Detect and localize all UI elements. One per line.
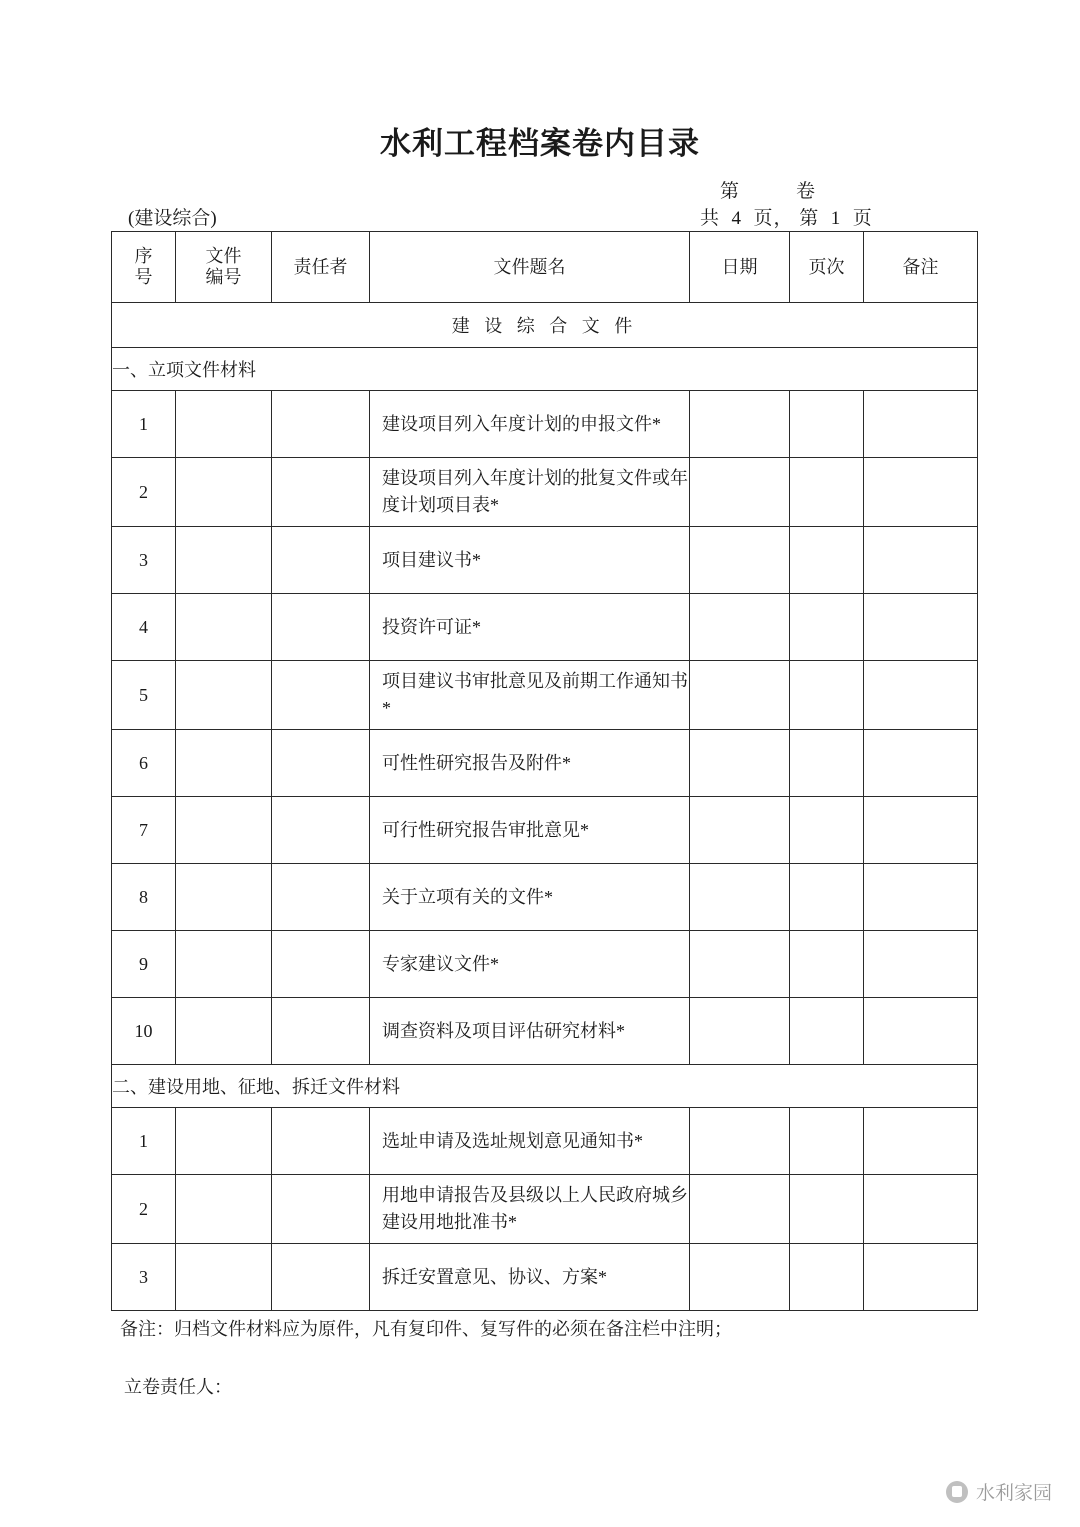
volume-prefix: 第: [720, 181, 741, 202]
signature-label: 立卷责任人：: [124, 1377, 232, 1397]
row-seq: 2: [112, 1175, 176, 1244]
row-responsible: [272, 458, 370, 527]
row-docnum: [176, 864, 272, 931]
inventory-table: [111, 231, 978, 1311]
page-count-line: [700, 203, 990, 230]
row-doc-title: 拆迁安置意见、协议、方案*: [370, 1244, 690, 1311]
column-header-docnum-line1: 文件: [205, 246, 242, 267]
row-remark: [864, 797, 978, 864]
row-responsible: [272, 730, 370, 797]
row-seq: 10: [112, 998, 176, 1065]
row-remark: [864, 931, 978, 998]
row-page-order: [790, 864, 864, 931]
row-date: [690, 931, 790, 998]
row-date: [690, 594, 790, 661]
row-responsible: [272, 998, 370, 1065]
row-date: [690, 998, 790, 1065]
page-title: 水利工程档案卷内目录: [380, 126, 700, 161]
column-header-seq: [112, 232, 176, 303]
row-docnum: [176, 1244, 272, 1311]
table-row: [112, 998, 978, 1065]
row-docnum: [176, 1108, 272, 1175]
table-row: [112, 931, 978, 998]
row-responsible: [272, 797, 370, 864]
row-seq: 7: [112, 797, 176, 864]
row-docnum: [176, 661, 272, 730]
watermark-label: 水利家园: [975, 1483, 1052, 1504]
row-responsible: [272, 1108, 370, 1175]
row-page-order: [790, 998, 864, 1065]
current-unit: 页: [852, 208, 873, 229]
row-seq: 2: [112, 458, 176, 527]
row-doc-title: 用地申请报告及县级以上人民政府城乡建设用地批准书*: [370, 1175, 690, 1244]
table-row: [112, 661, 978, 730]
column-header-docnum: [176, 232, 272, 303]
row-doc-title: 建设项目列入年度计划的申报文件*: [370, 391, 690, 458]
row-page-order: [790, 1108, 864, 1175]
column-header-docnum-line2: 编号: [205, 267, 242, 287]
row-date: [690, 797, 790, 864]
row-page-order: [790, 931, 864, 998]
row-remark: [864, 1108, 978, 1175]
row-page-order: [790, 527, 864, 594]
row-date: [690, 661, 790, 730]
row-responsible: [272, 1175, 370, 1244]
group-heading-row: [112, 1065, 978, 1108]
row-doc-title: 建设项目列入年度计划的批复文件或年度计划项目表*: [370, 458, 690, 527]
watermark: [946, 1478, 1052, 1505]
total-prefix: 共: [700, 208, 721, 229]
row-doc-title: 项目建议书*: [370, 527, 690, 594]
row-date: [690, 1175, 790, 1244]
row-docnum: [176, 594, 272, 661]
row-page-order: [790, 1244, 864, 1311]
table-header-row: [112, 232, 978, 303]
row-remark: [864, 864, 978, 931]
total-unit: 页，: [753, 208, 794, 229]
row-docnum: [176, 527, 272, 594]
row-docnum: [176, 730, 272, 797]
table-row: [112, 527, 978, 594]
row-doc-title: 关于立项有关的文件*: [370, 864, 690, 931]
table-row: [112, 1108, 978, 1175]
row-date: [690, 458, 790, 527]
row-responsible: [272, 594, 370, 661]
row-seq: 3: [112, 527, 176, 594]
row-responsible: [272, 527, 370, 594]
category-label: (建设综合): [128, 208, 217, 229]
row-remark: [864, 1244, 978, 1311]
column-header-remark: 备注: [864, 232, 978, 303]
row-remark: [864, 391, 978, 458]
row-seq: 4: [112, 594, 176, 661]
row-docnum: [176, 391, 272, 458]
volume-suffix: 卷: [796, 181, 817, 202]
row-remark: [864, 661, 978, 730]
current-value: 1: [830, 208, 842, 229]
table-row: [112, 391, 978, 458]
table-row: [112, 730, 978, 797]
row-seq: 6: [112, 730, 176, 797]
section-title-row: [112, 303, 978, 348]
row-remark: [864, 998, 978, 1065]
row-page-order: [790, 730, 864, 797]
table-row: [112, 594, 978, 661]
section-title: 建 设 综 合 文 件: [112, 303, 978, 348]
row-page-order: [790, 391, 864, 458]
row-doc-title: 专家建议文件*: [370, 931, 690, 998]
row-date: [690, 730, 790, 797]
row-seq: 1: [112, 391, 176, 458]
row-doc-title: 项目建议书审批意见及前期工作通知书*: [370, 661, 690, 730]
group-heading-2: 二、建设用地、征地、拆迁文件材料: [112, 1065, 978, 1108]
camera-icon: [946, 1481, 968, 1503]
row-date: [690, 527, 790, 594]
row-seq: 5: [112, 661, 176, 730]
row-seq: 9: [112, 931, 176, 998]
table-row: [112, 864, 978, 931]
row-page-order: [790, 661, 864, 730]
row-docnum: [176, 931, 272, 998]
table-row: [112, 1175, 978, 1244]
row-seq: 8: [112, 864, 176, 931]
row-seq: 1: [112, 1108, 176, 1175]
row-page-order: [790, 1175, 864, 1244]
row-responsible: [272, 864, 370, 931]
row-responsible: [272, 661, 370, 730]
current-prefix: 第: [799, 208, 820, 229]
column-header-page-order: 页次: [790, 232, 864, 303]
column-header-seq-line1: 序: [134, 246, 153, 267]
row-docnum: [176, 458, 272, 527]
row-remark: [864, 730, 978, 797]
row-seq: 3: [112, 1244, 176, 1311]
table-row: [112, 1244, 978, 1311]
table-row: [112, 797, 978, 864]
column-header-doc-title: 文件题名: [370, 232, 690, 303]
group-heading-1: 一、立项文件材料: [112, 348, 978, 391]
row-page-order: [790, 594, 864, 661]
row-doc-title: 调查资料及项目评估研究材料*: [370, 998, 690, 1065]
row-page-order: [790, 458, 864, 527]
row-date: [690, 1108, 790, 1175]
column-header-responsible: 责任者: [272, 232, 370, 303]
row-remark: [864, 594, 978, 661]
row-responsible: [272, 931, 370, 998]
row-doc-title: 可性性研究报告及附件*: [370, 730, 690, 797]
row-responsible: [272, 391, 370, 458]
row-doc-title: 可行性研究报告审批意见*: [370, 797, 690, 864]
row-doc-title: 投资许可证*: [370, 594, 690, 661]
row-page-order: [790, 797, 864, 864]
column-header-seq-line2: 号: [134, 267, 153, 287]
row-doc-title: 选址申请及选址规划意见通知书*: [370, 1108, 690, 1175]
total-value: 4: [731, 208, 743, 229]
row-docnum: [176, 1175, 272, 1244]
row-docnum: [176, 998, 272, 1065]
row-date: [690, 864, 790, 931]
row-date: [690, 1244, 790, 1311]
footnote: 备注：归档文件材料应为原件，凡有复印件、复写件的必须在备注栏中注明；: [120, 1319, 732, 1339]
group-heading-row: [112, 348, 978, 391]
row-remark: [864, 1175, 978, 1244]
row-date: [690, 391, 790, 458]
volume-line: [720, 176, 980, 203]
row-remark: [864, 458, 978, 527]
row-remark: [864, 527, 978, 594]
row-docnum: [176, 797, 272, 864]
column-header-date: 日期: [690, 232, 790, 303]
row-responsible: [272, 1244, 370, 1311]
table-row: [112, 458, 978, 527]
